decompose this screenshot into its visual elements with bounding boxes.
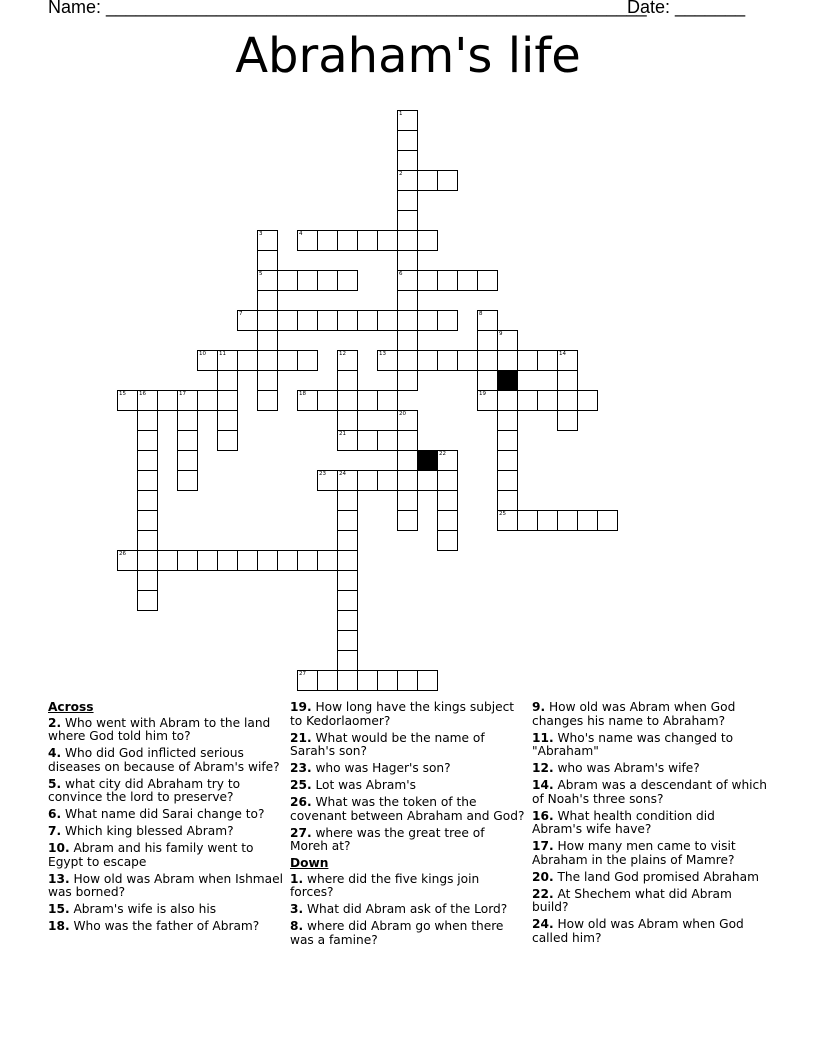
clue-number-label: 7. [48, 824, 62, 839]
grid-cell[interactable] [337, 470, 358, 491]
clue-number-label: 9. [532, 700, 546, 714]
grid-cell[interactable] [337, 530, 358, 551]
clue-number: 12 [339, 351, 346, 357]
grid-cell[interactable] [497, 470, 518, 491]
grid-cell[interactable] [337, 670, 358, 691]
grid-cell[interactable] [397, 230, 418, 251]
grid-cell[interactable] [337, 350, 358, 371]
grid-cell[interactable] [557, 370, 578, 391]
grid-cell[interactable] [577, 510, 598, 531]
clue-number-label: 27. [290, 825, 312, 840]
grid-cell[interactable] [497, 450, 518, 471]
clue-item: 13. How old was Abram when Ishmael was borned? [48, 871, 284, 900]
clue-item: 18. Who was the father of Abram? [48, 919, 260, 934]
clue-number-label: 11. [532, 730, 554, 745]
grid-cell[interactable] [297, 270, 318, 291]
clue-number-label: 8. [290, 919, 304, 934]
clue-number-label: 18. [48, 919, 70, 934]
grid-cell[interactable] [397, 310, 418, 331]
black-cell [497, 370, 518, 391]
grid-cell[interactable] [397, 110, 418, 131]
clue-number-label: 16. [532, 808, 554, 823]
clue-item: 6. What name did Sarai change to? [48, 807, 265, 822]
grid-cell[interactable] [377, 390, 398, 411]
clues-column-1 [48, 701, 284, 937]
grid-cell[interactable] [337, 590, 358, 611]
grid-cell[interactable] [317, 550, 338, 571]
grid-cell[interactable] [337, 310, 358, 331]
grid-cell[interactable] [397, 150, 418, 171]
grid-cell[interactable] [257, 310, 278, 331]
clue-number-label: 25. [290, 778, 312, 793]
grid-cell[interactable] [237, 310, 258, 331]
clue-number: 24 [339, 471, 346, 477]
grid-cell[interactable] [397, 210, 418, 231]
clue-number-label: 14. [532, 778, 554, 793]
clue-number: 16 [139, 391, 146, 397]
clue-item: 7. Which king blessed Abram? [48, 824, 234, 839]
grid-cell[interactable] [297, 350, 318, 371]
grid-cell[interactable] [397, 490, 418, 511]
grid-cell[interactable] [157, 390, 178, 411]
grid-cell[interactable] [397, 350, 418, 371]
grid-cell[interactable] [137, 530, 158, 551]
grid-cell[interactable] [377, 310, 398, 331]
grid-cell[interactable] [337, 510, 358, 531]
clue-number: 26 [119, 551, 126, 557]
clue-item: 1. where did the five kings join forces? [290, 871, 480, 900]
clue-number-label: 13. [48, 871, 70, 886]
grid-cell[interactable] [217, 430, 238, 451]
grid-cell[interactable] [457, 350, 478, 371]
clue-number: 21 [339, 431, 346, 437]
grid-cell[interactable] [197, 390, 218, 411]
grid-cell[interactable] [417, 350, 438, 371]
grid-cell[interactable] [197, 350, 218, 371]
grid-cell[interactable] [537, 390, 558, 411]
clues-column-2 [290, 701, 526, 951]
clue-number-label: 22. [532, 886, 554, 901]
grid-cell[interactable] [337, 550, 358, 571]
clue-number: 8 [479, 311, 483, 317]
grid-cell[interactable] [437, 170, 458, 191]
grid-cell[interactable] [377, 230, 398, 251]
grid-cell[interactable] [497, 330, 518, 351]
grid-cell[interactable] [517, 510, 538, 531]
clue-item: 24. How old was Abram when God called him? [532, 917, 744, 946]
grid-cell[interactable] [437, 510, 458, 531]
grid-cell[interactable] [197, 550, 218, 571]
clue-number-label: 23. [290, 761, 312, 776]
clue-item: 2. Who went with Abram to the land where God told him to? [48, 715, 271, 744]
clue-item: 5. what city did Abraham try to convince the lord to preserve? [48, 776, 241, 805]
clue-number-label: 20. [532, 869, 554, 884]
clue-number-label: 24. [532, 917, 554, 932]
grid-cell[interactable] [477, 270, 498, 291]
clue-number: 25 [499, 511, 506, 517]
grid-cell[interactable] [557, 390, 578, 411]
clue-number-label: 17. [532, 839, 554, 854]
grid-cell[interactable] [397, 370, 418, 391]
grid-cell[interactable] [297, 550, 318, 571]
grid-cell[interactable] [477, 350, 498, 371]
grid-cell[interactable] [457, 270, 478, 291]
grid-cell[interactable] [137, 430, 158, 451]
grid-cell[interactable] [337, 630, 358, 651]
grid-cell[interactable] [357, 390, 378, 411]
clue-item: 4. Who did God inflicted serious diseases on because of Abram's wife? [48, 746, 280, 774]
clue-number-label: 4. [48, 746, 62, 761]
grid-cell[interactable] [217, 390, 238, 411]
clues-column-3 [532, 701, 768, 949]
clue-number: 11 [219, 351, 226, 357]
grid-cell[interactable] [437, 470, 458, 491]
grid-cell[interactable] [437, 490, 458, 511]
clue-number: 4 [299, 231, 303, 237]
grid-cell[interactable] [397, 330, 418, 351]
grid-cell[interactable] [397, 450, 418, 471]
grid-cell[interactable] [397, 130, 418, 151]
grid-cell[interactable] [137, 470, 158, 491]
grid-cell[interactable] [317, 470, 338, 491]
clue-number: 1 [399, 111, 403, 117]
clue-number: 10 [199, 351, 206, 357]
grid-cell[interactable] [397, 670, 418, 691]
down-heading: Down [290, 856, 329, 871]
grid-cell[interactable] [317, 670, 338, 691]
grid-cell[interactable] [177, 390, 198, 411]
grid-cell[interactable] [357, 310, 378, 331]
grid-cell[interactable] [337, 270, 358, 291]
grid-cell[interactable] [137, 450, 158, 471]
clue-item: 17. How many men came to visit Abraham in the plains of Mamre? [532, 839, 736, 867]
grid-cell[interactable] [397, 170, 418, 191]
grid-cell[interactable] [297, 310, 318, 331]
grid-cell[interactable] [177, 450, 198, 471]
across-heading: Across [48, 700, 94, 714]
grid-cell[interactable] [177, 470, 198, 491]
clue-item: 14. Abram was a descendant of which of Noah's three sons? [532, 778, 767, 806]
grid-cell[interactable] [257, 350, 278, 371]
grid-cell[interactable] [377, 670, 398, 691]
grid-cell[interactable] [297, 230, 318, 251]
grid-cell[interactable] [137, 490, 158, 511]
grid-cell[interactable] [257, 370, 278, 391]
grid-cell[interactable] [397, 190, 418, 211]
grid-cell[interactable] [317, 270, 338, 291]
clue-item: 26. What was the token of the covenant between Abraham and God? [290, 795, 525, 823]
clue-number: 27 [299, 671, 306, 677]
grid-cell[interactable] [217, 350, 238, 371]
clue-item: 10. Abram and his family went to Egypt to escape [48, 841, 254, 869]
clue-number-label: 3. [290, 902, 304, 917]
grid-cell[interactable] [417, 670, 438, 691]
clue-item: 12. who was Abram's wife? [532, 761, 700, 776]
grid-cell[interactable] [137, 510, 158, 531]
clue-number-label: 26. [290, 795, 312, 810]
grid-cell[interactable] [277, 270, 298, 291]
clue-number-label: 15. [48, 902, 70, 917]
grid-cell[interactable] [357, 430, 378, 451]
clue-item: 27. where was the great tree of Moreh at? [290, 825, 485, 854]
grid-cell[interactable] [517, 350, 538, 371]
clue-number: 3 [259, 231, 263, 237]
grid-cell[interactable] [337, 370, 358, 391]
clue-item: 11. Who's name was changed to "Abraham" [532, 730, 734, 759]
grid-cell[interactable] [357, 470, 378, 491]
grid-cell[interactable] [417, 170, 438, 191]
clue-number: 9 [499, 331, 503, 337]
grid-cell[interactable] [397, 430, 418, 451]
clue-item: 16. What health condition did Abram's wife have? [532, 808, 715, 837]
clue-item: 22. At Shechem what did Abram build? [532, 886, 732, 915]
grid-cell[interactable] [537, 350, 558, 371]
puzzle-title: Abraham's life [235, 28, 581, 84]
grid-cell[interactable] [177, 430, 198, 451]
grid-cell[interactable] [137, 570, 158, 591]
grid-cell[interactable] [477, 390, 498, 411]
clue-number: 14 [559, 351, 566, 357]
grid-cell[interactable] [337, 230, 358, 251]
clue-item: 21. What would be the name of Sarah's son? [290, 730, 485, 759]
clue-number: 5 [259, 271, 263, 277]
name-field-label: Name: ______________________________________________________ [48, 0, 647, 17]
grid-cell[interactable] [397, 270, 418, 291]
grid-cell[interactable] [257, 550, 278, 571]
clue-number: 22 [439, 451, 446, 457]
grid-cell[interactable] [437, 270, 458, 291]
grid-cell[interactable] [257, 330, 278, 351]
clue-item: 25. Lot was Abram's [290, 778, 416, 793]
clue-number-label: 2. [48, 715, 62, 730]
grid-cell[interactable] [157, 550, 178, 571]
clue-number: 17 [179, 391, 186, 397]
grid-cell[interactable] [337, 430, 358, 451]
grid-cell[interactable] [177, 410, 198, 431]
grid-cell[interactable] [217, 370, 238, 391]
grid-cell[interactable] [237, 350, 258, 371]
grid-cell[interactable] [497, 490, 518, 511]
clue-number: 13 [379, 351, 386, 357]
grid-cell[interactable] [117, 390, 138, 411]
grid-cell[interactable] [497, 430, 518, 451]
grid-cell[interactable] [317, 230, 338, 251]
grid-cell[interactable] [257, 230, 278, 251]
clue-number-label: 21. [290, 730, 312, 745]
grid-cell[interactable] [297, 390, 318, 411]
grid-cell[interactable] [377, 350, 398, 371]
grid-cell[interactable] [277, 310, 298, 331]
clue-item: 19. How long have the kings subject to Kedorlaomer? [290, 700, 515, 728]
grid-cell[interactable] [297, 670, 318, 691]
grid-cell[interactable] [497, 410, 518, 431]
clue-item: 8. where did Abram go when there was a famine? [290, 919, 504, 948]
grid-cell[interactable] [217, 410, 238, 431]
grid-cell[interactable] [397, 290, 418, 311]
clue-item: 15. Abram's wife is also his [48, 902, 217, 917]
grid-cell[interactable] [337, 570, 358, 591]
clue-item: 23. who was Hager's son? [290, 761, 451, 776]
grid-cell[interactable] [337, 390, 358, 411]
grid-cell[interactable] [337, 610, 358, 631]
grid-cell[interactable] [477, 370, 498, 391]
clue-item: 9. How old was Abram when God changes his name to Abraham? [532, 700, 736, 728]
grid-cell[interactable] [557, 350, 578, 371]
clue-number-label: 10. [48, 841, 70, 856]
grid-cell[interactable] [257, 290, 278, 311]
date-field-label: Date: _______ [627, 0, 746, 17]
grid-cell[interactable] [137, 390, 158, 411]
clue-number: 19 [479, 391, 486, 397]
clue-number: 23 [319, 471, 326, 477]
clue-number-label: 1. [290, 871, 304, 886]
grid-cell[interactable] [357, 230, 378, 251]
clue-number-label: 19. [290, 700, 312, 714]
clue-number: 18 [299, 391, 306, 397]
grid-cell[interactable] [257, 270, 278, 291]
grid-cell[interactable] [137, 550, 158, 571]
grid-cell[interactable] [477, 330, 498, 351]
grid-cell[interactable] [437, 450, 458, 471]
clue-item: 3. What did Abram ask of the Lord? [290, 902, 508, 917]
grid-cell[interactable] [277, 350, 298, 371]
grid-cell[interactable] [397, 510, 418, 531]
grid-cell[interactable] [137, 410, 158, 431]
grid-cell[interactable] [337, 490, 358, 511]
grid-cell[interactable] [417, 470, 438, 491]
grid-cell[interactable] [397, 410, 418, 431]
grid-cell[interactable] [437, 310, 458, 331]
grid-cell[interactable] [497, 510, 518, 531]
black-cell [417, 450, 438, 471]
grid-cell[interactable] [277, 550, 298, 571]
clue-item: 20. The land God promised Abraham [532, 869, 759, 884]
clue-number: 20 [399, 411, 406, 417]
grid-cell[interactable] [257, 250, 278, 271]
grid-cell[interactable] [397, 250, 418, 271]
grid-cell[interactable] [137, 590, 158, 611]
grid-cell[interactable] [177, 550, 198, 571]
grid-cell[interactable] [377, 430, 398, 451]
grid-cell[interactable] [557, 410, 578, 431]
grid-cell[interactable] [217, 550, 238, 571]
clue-number-label: 12. [532, 761, 554, 776]
grid-cell[interactable] [577, 390, 598, 411]
grid-cell[interactable] [317, 310, 338, 331]
grid-cell[interactable] [377, 470, 398, 491]
grid-cell[interactable] [497, 390, 518, 411]
grid-cell[interactable] [597, 510, 618, 531]
grid-cell[interactable] [497, 350, 518, 371]
clue-number-label: 6. [48, 807, 62, 822]
grid-cell[interactable] [397, 470, 418, 491]
grid-cell[interactable] [417, 310, 438, 331]
grid-cell[interactable] [337, 650, 358, 671]
grid-cell[interactable] [117, 550, 138, 571]
grid-cell[interactable] [357, 670, 378, 691]
grid-cell[interactable] [557, 510, 578, 531]
grid-cell[interactable] [237, 550, 258, 571]
grid-cell[interactable] [257, 390, 278, 411]
clue-number: 6 [399, 271, 403, 277]
clue-number-label: 5. [48, 776, 62, 791]
grid-cell[interactable] [517, 390, 538, 411]
clue-number: 2 [399, 171, 403, 177]
clue-number: 15 [119, 391, 126, 397]
grid-cell[interactable] [477, 310, 498, 331]
clue-number: 7 [239, 311, 243, 317]
grid-cell[interactable] [337, 410, 358, 431]
grid-cell[interactable] [317, 390, 338, 411]
grid-cell[interactable] [417, 270, 438, 291]
grid-cell[interactable] [437, 530, 458, 551]
grid-cell[interactable] [437, 350, 458, 371]
grid-cell[interactable] [537, 510, 558, 531]
grid-cell[interactable] [417, 230, 438, 251]
